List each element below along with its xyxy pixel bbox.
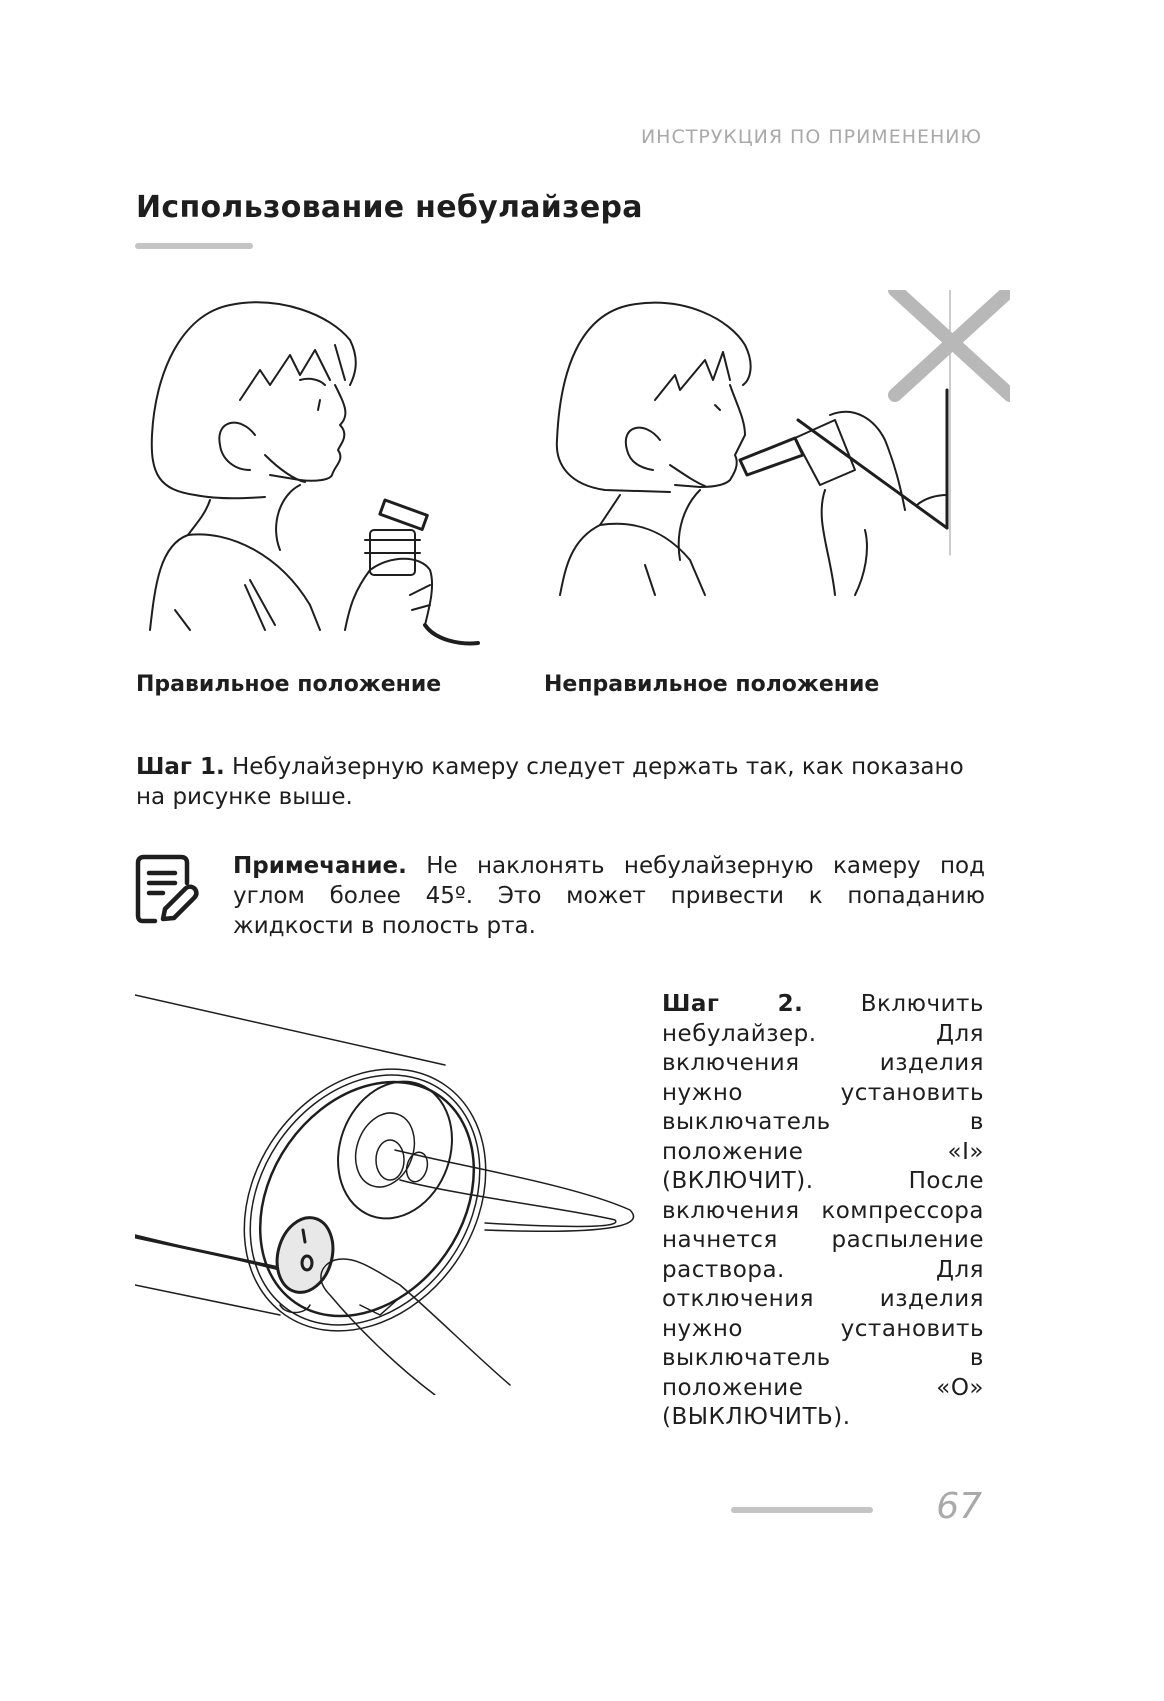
face-profile: [675, 385, 745, 487]
bangs: [240, 345, 345, 400]
note-text: Не наклонять небулайзерную камеру под углом более 45º. Это может привести к попаданию жидкости в полость рта.: [233, 853, 985, 939]
switch-on-mark: [303, 1230, 305, 1242]
housing-top-edge: [135, 995, 445, 1065]
incorrect-position-caption: Неправильное положение: [544, 672, 880, 697]
finger: [321, 1259, 510, 1395]
step-2-label: Шаг 2.: [662, 991, 804, 1017]
end-panel-outer: [195, 1022, 536, 1378]
title-underline: [135, 243, 253, 249]
step-2-paragraph: [662, 990, 984, 1433]
ear: [219, 423, 255, 470]
shoulder: [560, 524, 705, 595]
step-1-text: Небулайзерную камеру следует держать так, как показано на рисунке выше.: [136, 754, 964, 810]
running-head: ИНСТРУКЦИЯ ПО ПРИМЕНЕНИЮ: [640, 126, 982, 148]
note-label: Примечание.: [233, 853, 407, 879]
air-tube: [395, 1150, 634, 1231]
footer-rule: [731, 1507, 873, 1513]
incorrect-position-illustration: [545, 290, 1010, 600]
shoulder: [150, 534, 320, 630]
hand: [345, 559, 432, 630]
ear: [626, 428, 660, 470]
eye: [318, 400, 320, 410]
nebulizer-mouthpiece: [380, 500, 427, 529]
face-profile: [270, 385, 345, 481]
step-1-label: Шаг 1.: [136, 754, 225, 780]
nebulizer-mouthpiece: [740, 438, 803, 475]
hand: [822, 412, 905, 595]
bangs: [655, 352, 730, 400]
step-1-paragraph: [136, 752, 986, 812]
note-pencil-icon: [133, 853, 203, 925]
compressor-switch-illustration: [135, 985, 640, 1395]
page-number: 67: [936, 1486, 982, 1527]
step-2-text: Включить небулайзер. Для включения изделия нужно установить выключатель в положение «I» (ВКЛЮЧИТ). После включения компрессора начнется распыление раствора. Для отключения изделия нужно установить выключатель в положение «O» (ВЫКЛЮЧИТЬ).: [662, 991, 984, 1430]
hair-outline: [557, 303, 751, 492]
hair-outline: [152, 302, 356, 498]
note-paragraph: [233, 851, 985, 941]
cross-mark-icon: [895, 290, 1010, 395]
correct-position-illustration: [140, 285, 480, 655]
angle-arc: [917, 495, 947, 505]
page-title: Использование небулайзера: [136, 190, 643, 225]
correct-position-caption: Правильное положение: [136, 672, 442, 697]
eye: [715, 405, 720, 410]
nebulizer-chamber: [795, 420, 855, 485]
cable: [425, 625, 478, 643]
tilt-line: [798, 420, 947, 528]
